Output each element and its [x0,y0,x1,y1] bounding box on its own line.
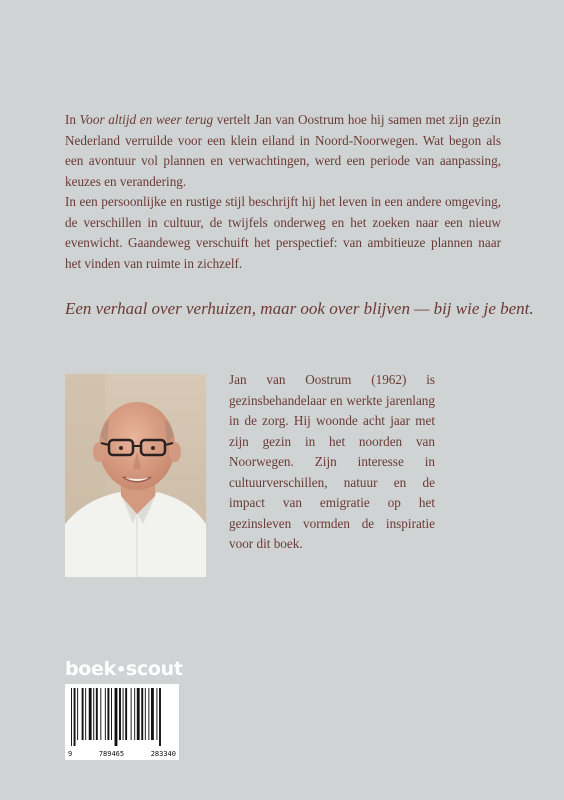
isbn-digits [65,750,179,758]
isbn-digits-group-1: 789465 [98,750,125,758]
author-photo [65,374,206,577]
blurb-text-1: vertelt Jan van Oostrum hoe hij samen met zijn gezin Nederland verruilde voor een klein eiland in Noord-Noorwegen. Wat begon als een avontuur vol plannen en verwachtingen, werd een periode van aanpassing, keuzes en verandering. [65,112,501,189]
blurb-paragraph-2: In een persoonlijke en rustige stijl beschrijft hij het leven in een andere omgeving, de verschillen in cultuur, de twijfels onderweg en het zoeken naar een nieuw evenwicht. Gaandeweg verschuift het perspectief: van ambitieuze plannen naar het vinden van ruimte in zichzelf. [65,194,501,271]
tagline: Een verhaal over verhuizen, maar ook over blijven — bij wie je bent. [65,299,534,318]
barcode-bars [65,684,179,748]
isbn-digit-first: 9 [68,750,73,758]
logo-part-1: boek [65,658,116,680]
isbn-digits-group-2: 283340 [150,750,176,758]
back-cover-blurb [65,110,501,274]
blurb-intro: In [65,112,80,127]
blurb-paragraph-1 [65,110,501,192]
logo-separator: • [115,660,126,679]
isbn-barcode [65,684,179,760]
logo-part-2: scout [125,658,183,680]
publisher-logo [65,658,183,680]
book-title: Voor altijd en weer terug [79,112,214,127]
author-bio: Jan van Oostrum (1962) is gezinsbehandelaar en werkte jarenlang in de zorg. Hij woonde acht jaar met zijn gezin in het noorden van Noorwegen. Zijn interesse in cultuurverschillen, natuur en de impact van emigratie op het gezinsleven vormden de inspiratie voor dit boek. [229,372,435,551]
